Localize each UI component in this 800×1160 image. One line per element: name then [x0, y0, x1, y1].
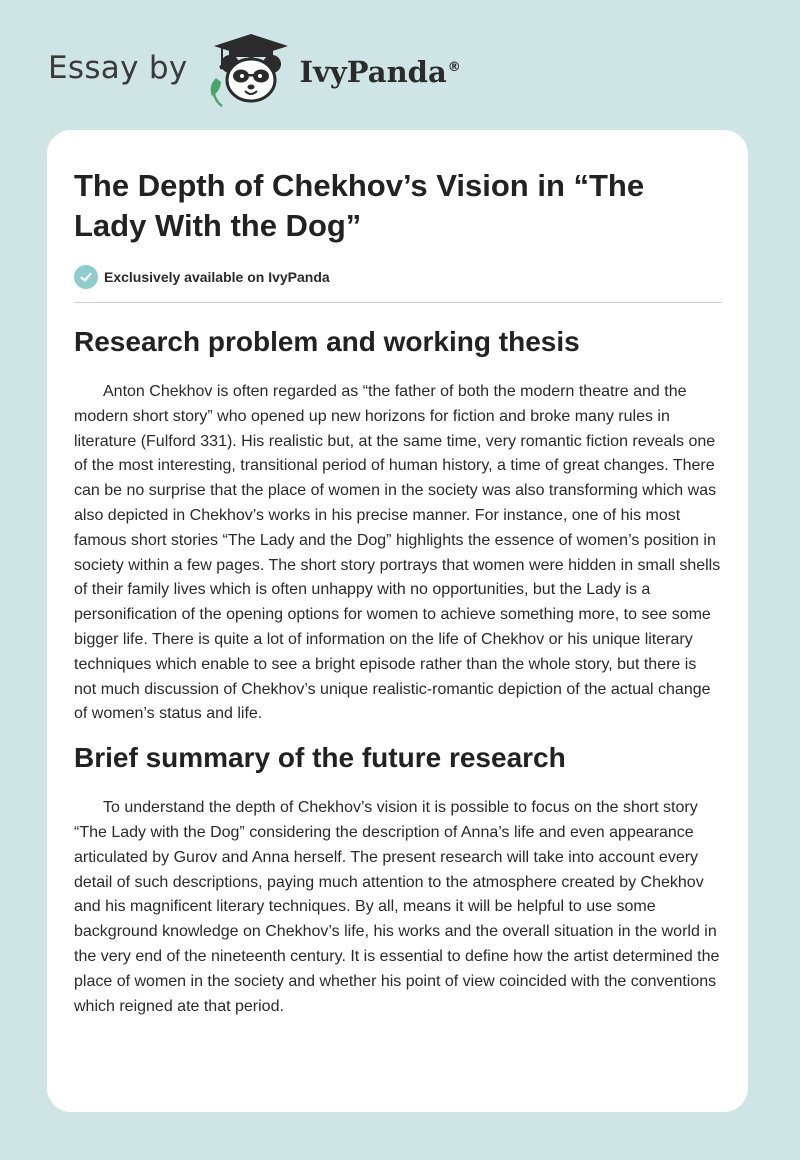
section-heading-research-problem: Research problem and working thesis	[74, 326, 580, 357]
essay-title: The Depth of Chekhov’s Vision in “The Lady With the Dog”	[74, 168, 645, 243]
section-body-summary: To understand the depth of Chekhov’s vision it is possible to focus on the short story “The Lady with the Dog” considering the description of Anna’s life and even appearance articulated by Gurov and Anna herself. The present research will take into account every detail of such descriptions, paying much attention to the atmosphere created by Chekhov and his magnificent literary techniques. By all, means it will be helpful to use some background knowledge on Chekhov’s life, his works and the overall situation in the world in the very end of the nineteenth century. It is essential to define how the artist determined the place of women in the society and whether his point of view coincided with the conventions which reigned ate that period.	[74, 799, 720, 1015]
brand-header	[48, 30, 461, 110]
exclusive-badge	[74, 265, 722, 303]
exclusive-label: Exclusively available on IvyPanda	[104, 269, 330, 285]
brand-prefix: Essay by	[48, 50, 188, 86]
registered-mark: ®	[447, 60, 461, 76]
essay-card	[47, 130, 748, 1112]
check-circle-icon	[74, 265, 98, 289]
brand-name[interactable]: IvyPanda®	[299, 55, 461, 89]
section-heading-summary: Brief summary of the future research	[74, 742, 566, 774]
panda-logo-icon	[204, 30, 294, 110]
section-body-research-problem: Anton Chekhov is often regarded as “the father of both the modern theatre and the modern short story” who opened up new horizons for fiction and broke many rules in literature (Fulford 331). His realistic but, at the same time, very romantic fiction reveals one of the most interesting, transitional period of human history, a time of great changes. There can be no surprise that the place of women in the society was also transforming which was also depicted in Chekhov’s works in his precise manner. For instance, one of his most famous short stories “The Lady and the Dog” highlights the essence of women’s position in society within a few pages. The short story portrays that women were hidden in small shells of their family lives which is often unhappy with no opportunities, but the Lady is a personification of the opening options for women to achieve something more, to see some bigger life. There is quite a lot of information on the life of Chekhov or his unique literary techniques which enable to see a bright episode rather than the whole story, but there is not much discussion of Chekhov’s unique realistic-romantic depiction of the actual change of women’s status and life.	[74, 383, 721, 723]
